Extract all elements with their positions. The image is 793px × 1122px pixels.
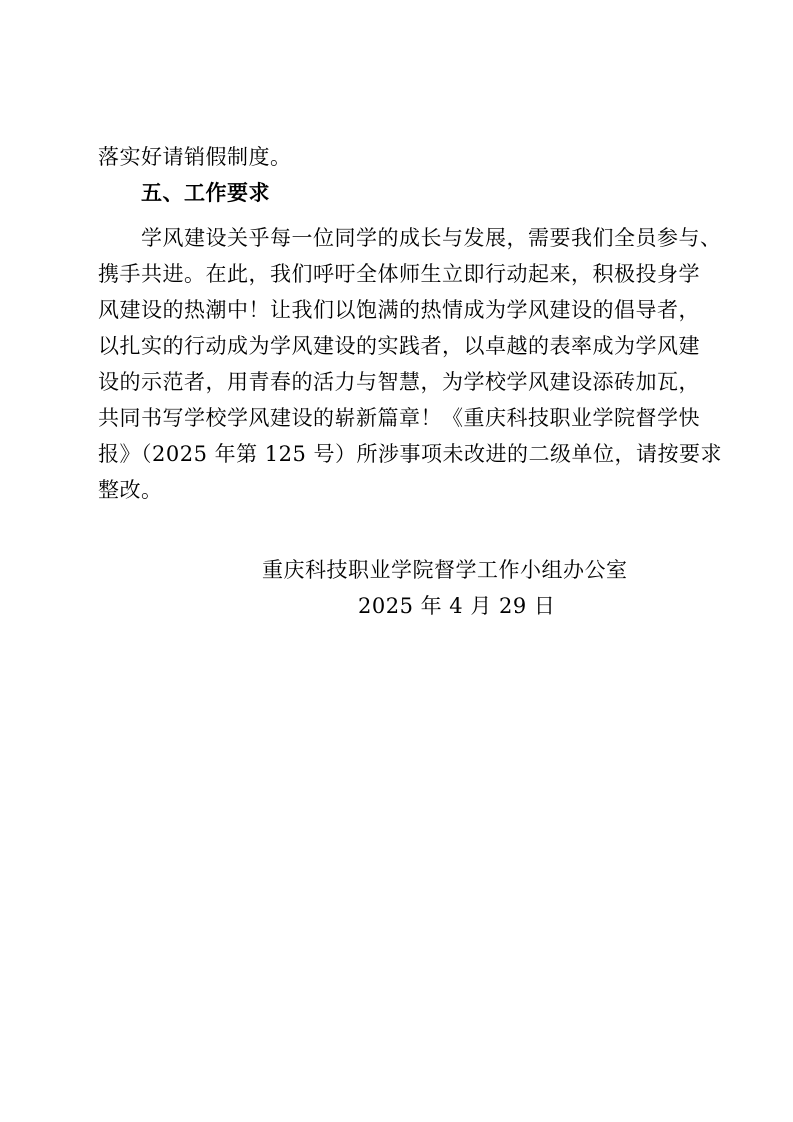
paragraph-line-10: 整改。 (98, 478, 163, 502)
section-heading-work-requirements: 五、工作要求 (141, 181, 270, 205)
paragraph-line-6: 以扎实的行动成为学风建设的实践者，以卓越的表率成为学风建 (98, 334, 700, 358)
signature-organization: 重庆科技职业学院督学工作小组办公室 (262, 558, 628, 582)
paragraph-line-8: 共同书写学校学风建设的崭新篇章！《重庆科技职业学院督学快 (98, 406, 700, 430)
paragraph-line-7: 设的示范者，用青春的活力与智慧，为学校学风建设添砖加瓦， (98, 370, 700, 394)
paragraph-line-3: 学风建设关乎每一位同学的成长与发展，需要我们全员参与、 (141, 226, 722, 250)
signature-date: 2025 年 4 月 29 日 (358, 594, 556, 618)
paragraph-line-9: 报》（2025 年第 125 号）所涉事项未改进的二级单位，请按要求 (98, 442, 723, 466)
paragraph-line-1: 落实好请销假制度。 (98, 145, 292, 169)
paragraph-line-4: 携手共进。在此，我们呼吁全体师生立即行动起来，积极投身学 (98, 262, 700, 286)
paragraph-line-5: 风建设的热潮中！让我们以饱满的热情成为学风建设的倡导者， (98, 298, 700, 322)
